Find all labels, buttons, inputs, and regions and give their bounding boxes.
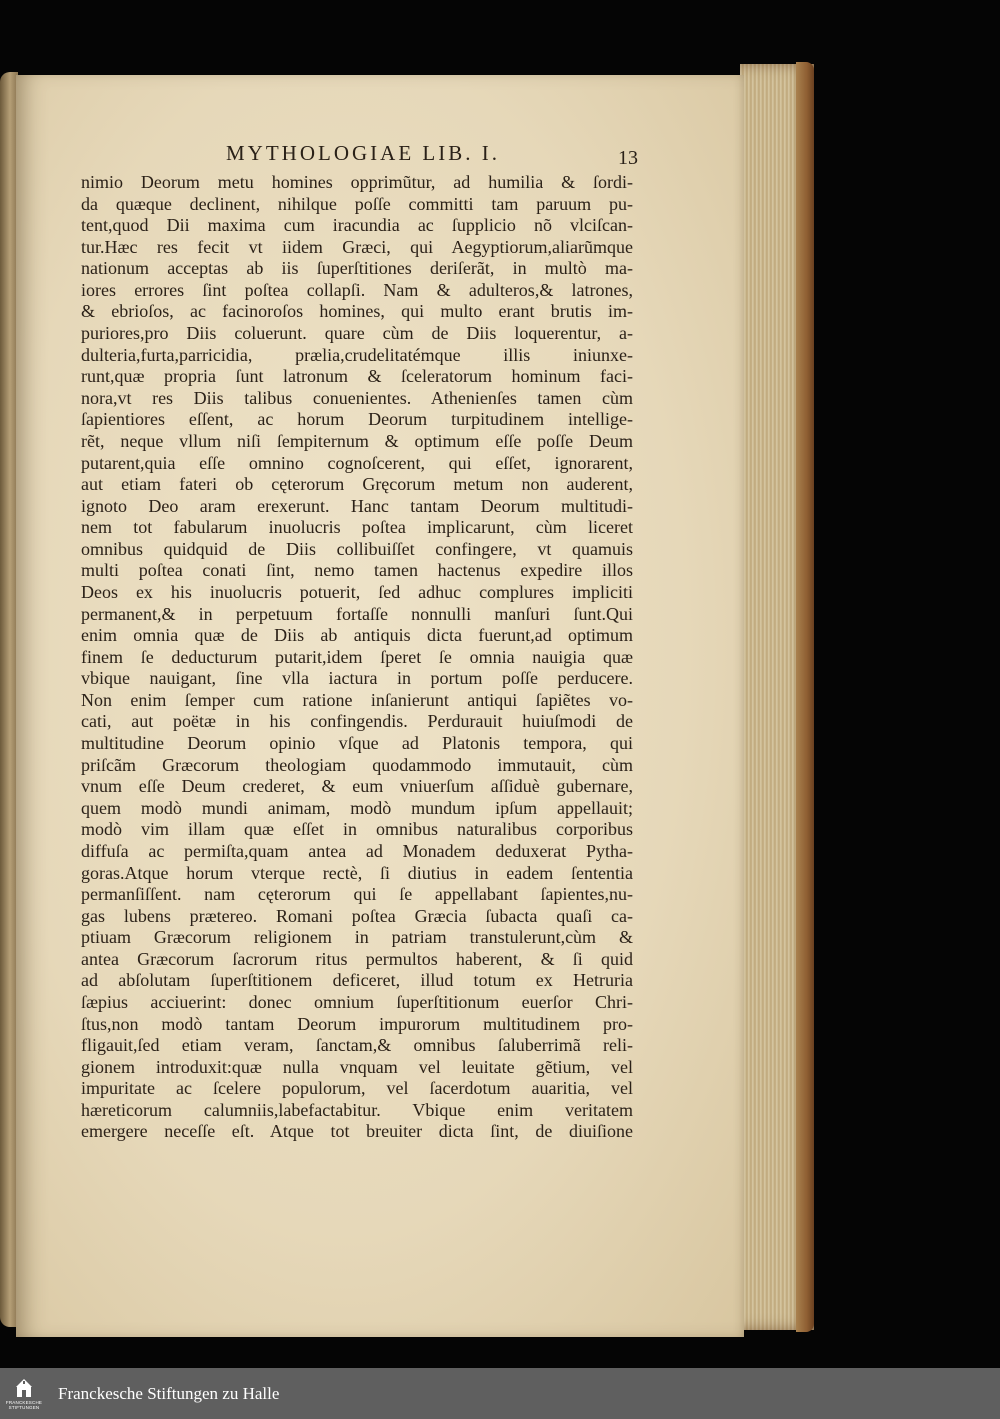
text-line: diffuſa ac permiſta,quam antea ad Monadem deduxerat Pytha- [81, 840, 633, 861]
text-line: vnum eſſe Deum crederet, & eum vniuerſum aſſiduè gubernare, [81, 776, 633, 797]
text-line: putarent,quia eſſe omnino cognoſcerent, qui eſſet, ignorarent, [81, 452, 633, 473]
text-line: nationum acceptas ab iis ſuperſtitiones deriſerãt, in multò ma- [81, 258, 633, 279]
text-line: nimio Deorum metu homines opprimũtur, ad humilia & ſordi- [81, 172, 633, 192]
text-line: ignoto Deo aram erexerunt. Hanc tantam Deorum multitudi- [81, 495, 633, 516]
text-line: impuritate ac ſcelere populorum, vel ſacerdotum auaritia, vel [81, 1078, 633, 1099]
text-line: cati, aut poëtæ in his confingendis. Perdurauit huiuſmodi de [81, 711, 633, 732]
text-line: ſapientiores eſſent, ac horum Deorum turpitudinem intellige- [81, 409, 633, 430]
body-text [81, 172, 633, 1143]
book-cover-edge [796, 62, 814, 1332]
text-line: runt,quæ propria ſunt latronum & ſceleratorum hominum faci- [81, 366, 633, 387]
text-line: ptiuam Græcorum religionem in patriam transtulerunt,cùm & [81, 927, 633, 948]
text-line: Non enim ſemper cum ratione inſanierunt antiqui ſapiẽtes vo- [81, 689, 633, 710]
text-line: antea Græcorum ſacrorum ritus permultos haberent, & ſi quid [81, 948, 633, 969]
footer-title[interactable]: Franckesche Stiftungen zu Halle [58, 1383, 280, 1403]
text-line: multitudine Deorum opinio vſque ad Platonis tempora, qui [81, 733, 633, 754]
text-line: permanent,& in perpetuum fortaſſe nonnulli manſuri ſunt.Qui [81, 603, 633, 624]
text-line: fligauit,ſed etiam veram, ſanctam,& omnibus ſaluberrimã reli- [81, 1035, 633, 1056]
text-line: aut etiam fateri ob cęterorum Gręcorum metum non auderent, [81, 474, 633, 495]
text-line: ſtus,non modò tantam Deorum impurorum multitudinem pro- [81, 1013, 633, 1034]
text-line: tur.Hæc res fecit vt iidem Græci, qui Aegyptiorum,aliarũmque [81, 236, 633, 257]
footer-bar [0, 1368, 1000, 1419]
logo-caption-line: FRANCKESCHE [5, 1399, 43, 1405]
institution-logo[interactable] [4, 1368, 44, 1419]
text-line: finem ſe deducturum putarit,idem ſperet ſe omnia nauigia quæ [81, 646, 633, 667]
text-line: gas lubens prætereo. Romani poſtea Græcia ſubacta quaſi ca- [81, 905, 633, 926]
text-line: goras.Atque horum vterque rectè, ſi diutius in eadem ſententia [81, 862, 633, 883]
text-line: modò vim illam quæ eſſet in omnibus naturalibus corporibus [81, 819, 633, 840]
text-line: nem tot fabularum inuolucris poſtea implicarunt, cùm liceret [81, 517, 633, 538]
text-line: da quæque declinent, nihilque poſſe committi tam paruum pu- [81, 193, 633, 214]
text-line: multi poſtea conati ſint, nemo tamen hactenus expedire illos [81, 560, 633, 581]
text-line: tent,quod Dii maxima cum iracundia ac ſupplicio nõ vlciſcan- [81, 215, 633, 236]
text-line: omnibus quidquid de Diis collibuiſſet confingere, vt quamuis [81, 538, 633, 559]
text-line: puriores,pro Diis coluerunt. quare cùm de Diis loquerentur, a- [81, 323, 633, 344]
text-line: nora,vt res Diis talibus conuenientes. Athenienſes tamen cùm [81, 387, 633, 408]
text-line: & ebrioſos, ac facinoroſos homines, qui multo erant brutis im- [81, 301, 633, 322]
text-line: emergere neceſſe eſt. Atque tot breuiter dicta ſint, de diuiſione [81, 1121, 633, 1142]
text-line: quem modò mundi animam, modò mundum ipſum appellauit; [81, 797, 633, 818]
text-line: vbique nauigant, ſine vlla iactura in portum poſſe perducere. [81, 668, 633, 689]
text-line: ſæpius acciuerint: donec omnium ſuperſtitionum euerſor Chri- [81, 991, 633, 1012]
text-line: iores errores ſint poſtea collapſi. Nam & adulteros,& latrones, [81, 279, 633, 300]
text-line: ad abſolutam ſuperſtitionem deficeret, illud totum ex Hetruria [81, 970, 633, 991]
text-line: Deos ex his inuolucris potuerit, ſed adhuc complures impliciti [81, 581, 633, 602]
institution-emblem-icon [15, 1378, 33, 1398]
logo-caption [6, 1400, 42, 1410]
text-line: rẽt, neque vllum niſi ſempiternum & optimum eſſe poſſe Deum [81, 430, 633, 451]
text-line: permanſiſſent. nam cęterorum qui ſe appellabant ſapientes,nu- [81, 884, 633, 905]
logo-caption-line: STIFTUNGEN [8, 1404, 40, 1410]
running-head: MYTHOLOGIAE LIB. I. [226, 141, 500, 165]
text-line: dulteria,furta,parricidia, prælia,crudelitatémque illis iniunxe- [81, 344, 633, 365]
text-line: hæreticorum calumniis,labefactabitur. Vbique enim veritatem [81, 1099, 633, 1120]
page-number: 13 [618, 147, 638, 169]
text-line: priſcãm Græcorum theologiam quodammodo immutauit, cùm [81, 754, 633, 775]
text-line: enim omnia quæ de Diis ab antiquis dicta fuerunt,ad optimum [81, 625, 633, 646]
text-line: gionem introduxit:quæ nulla vnquam vel leuitate gẽtium, vel [81, 1056, 633, 1077]
